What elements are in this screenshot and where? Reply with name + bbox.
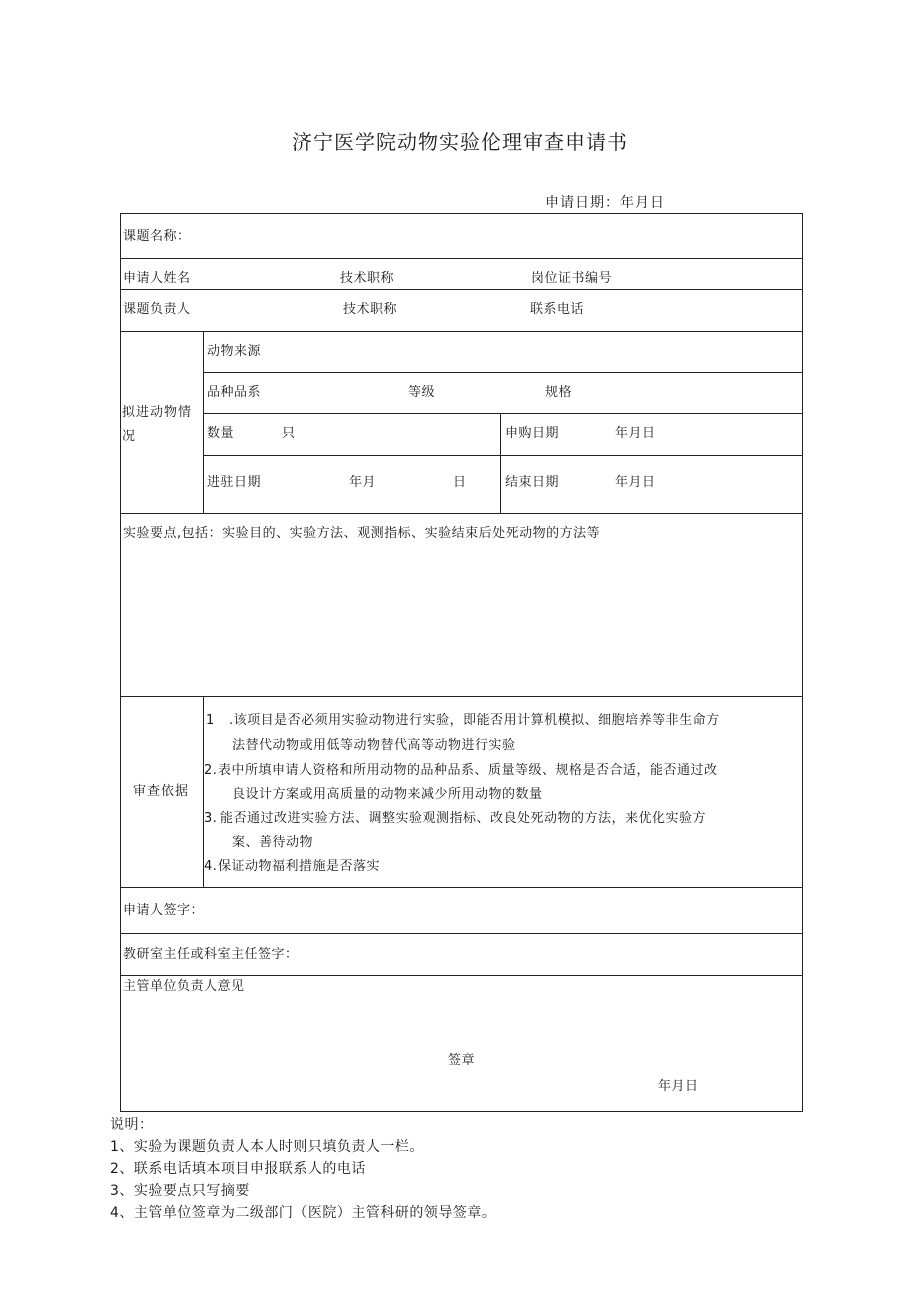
- notes: [110, 1114, 496, 1224]
- col-divider: [203, 331, 204, 513]
- col-divider: [500, 413, 501, 513]
- strain-label: 品种品系: [207, 385, 262, 400]
- purchase-date-value: 年月日: [615, 426, 656, 441]
- note-item: 2、联系电话填本项目申报联系人的电话: [110, 1161, 366, 1177]
- review-item-text: .该项目是否必须用实验动物进行实验，即能否用计算机模拟、细胞培养等非生命方: [229, 713, 720, 728]
- notes-heading: 说明：: [110, 1117, 154, 1133]
- seal-label: 签章: [448, 1053, 476, 1068]
- key-points-label: 实验要点,包括：实验目的、实验方法、观测指标、实验结束后处死动物的方法等: [123, 526, 601, 541]
- row-divider: [120, 289, 803, 290]
- animal-source-label: 动物来源: [207, 344, 262, 359]
- review-item-num: 4.: [204, 859, 218, 874]
- row-divider: [203, 455, 803, 456]
- review-item-text: 案、善待动物: [232, 835, 314, 850]
- end-date-value: 年月日: [615, 475, 656, 490]
- row-divider: [120, 887, 803, 888]
- director-sign-label: 教研室主任或科室主任签字：: [123, 947, 299, 962]
- review-item-num: 1: [206, 713, 215, 728]
- quantity-unit: 只: [282, 426, 296, 441]
- note-item: 3、实验要点只写摘要: [110, 1183, 250, 1199]
- applicant-sign-label: 申请人签字：: [123, 903, 205, 918]
- seal-date: 年月日: [658, 1079, 699, 1094]
- applicant-name-label: 申请人姓名: [123, 271, 191, 286]
- entry-date-label: 进驻日期: [207, 475, 262, 490]
- end-date-label: 结束日期: [505, 475, 560, 490]
- review-item-text: 良设计方案或用高质量的动物来减少所用动物的数量: [232, 787, 543, 802]
- spec-label: 规格: [545, 385, 573, 400]
- review-item-text: 表中所填申请人资格和所用动物的品种品系、质量等级、规格是否合适，能否通过改: [218, 763, 718, 778]
- review-basis-label: 审查依据: [133, 784, 190, 799]
- review-item-text: 能否通过改进实验方法、调整实验观测指标、改良处死动物的方法，来优化实验方: [220, 811, 707, 826]
- dept-opinion-label: 主管单位负责人意见: [123, 979, 245, 994]
- row-divider: [203, 372, 803, 373]
- cert-number-label: 岗位证书编号: [531, 271, 613, 286]
- note-item: 1、实验为课题负责人本人时则只填负责人一栏。: [110, 1139, 424, 1155]
- row-divider: [120, 331, 803, 332]
- entry-date-ym: 年月: [349, 475, 377, 490]
- quantity-label: 数量: [207, 426, 235, 441]
- entry-date-d: 日: [453, 475, 467, 490]
- leader-label: 课题负责人: [123, 302, 191, 317]
- grade-label: 等级: [408, 385, 436, 400]
- row-divider: [120, 696, 803, 697]
- row-divider: [120, 258, 803, 259]
- note-item: 4、主管单位签章为二级部门（医院）主管科研的领导签章。: [110, 1205, 497, 1221]
- row-divider: [203, 413, 803, 414]
- leader-title-label: 技术职称: [343, 302, 398, 317]
- purchase-date-label: 申购日期: [505, 426, 560, 441]
- animal-section-label: 拟进动物情况: [122, 405, 193, 444]
- row-divider: [120, 933, 803, 934]
- review-item-num: 3.: [204, 811, 218, 826]
- page-title: 济宁医学院动物实验伦理审查申请书: [292, 130, 628, 154]
- row-divider: [120, 975, 803, 976]
- review-item-text: 保证动物福利措施是否落实: [218, 859, 381, 874]
- review-item-num: 2.: [204, 763, 218, 778]
- apply-date: 申请日期：年月日: [545, 195, 665, 211]
- project-name-label: 课题名称：: [123, 229, 191, 244]
- row-divider: [120, 513, 803, 514]
- review-item-text: 法替代动物或用低等动物替代高等动物进行实验: [232, 738, 516, 753]
- applicant-title-label: 技术职称: [340, 271, 395, 286]
- contact-phone-label: 联系电话: [530, 302, 585, 317]
